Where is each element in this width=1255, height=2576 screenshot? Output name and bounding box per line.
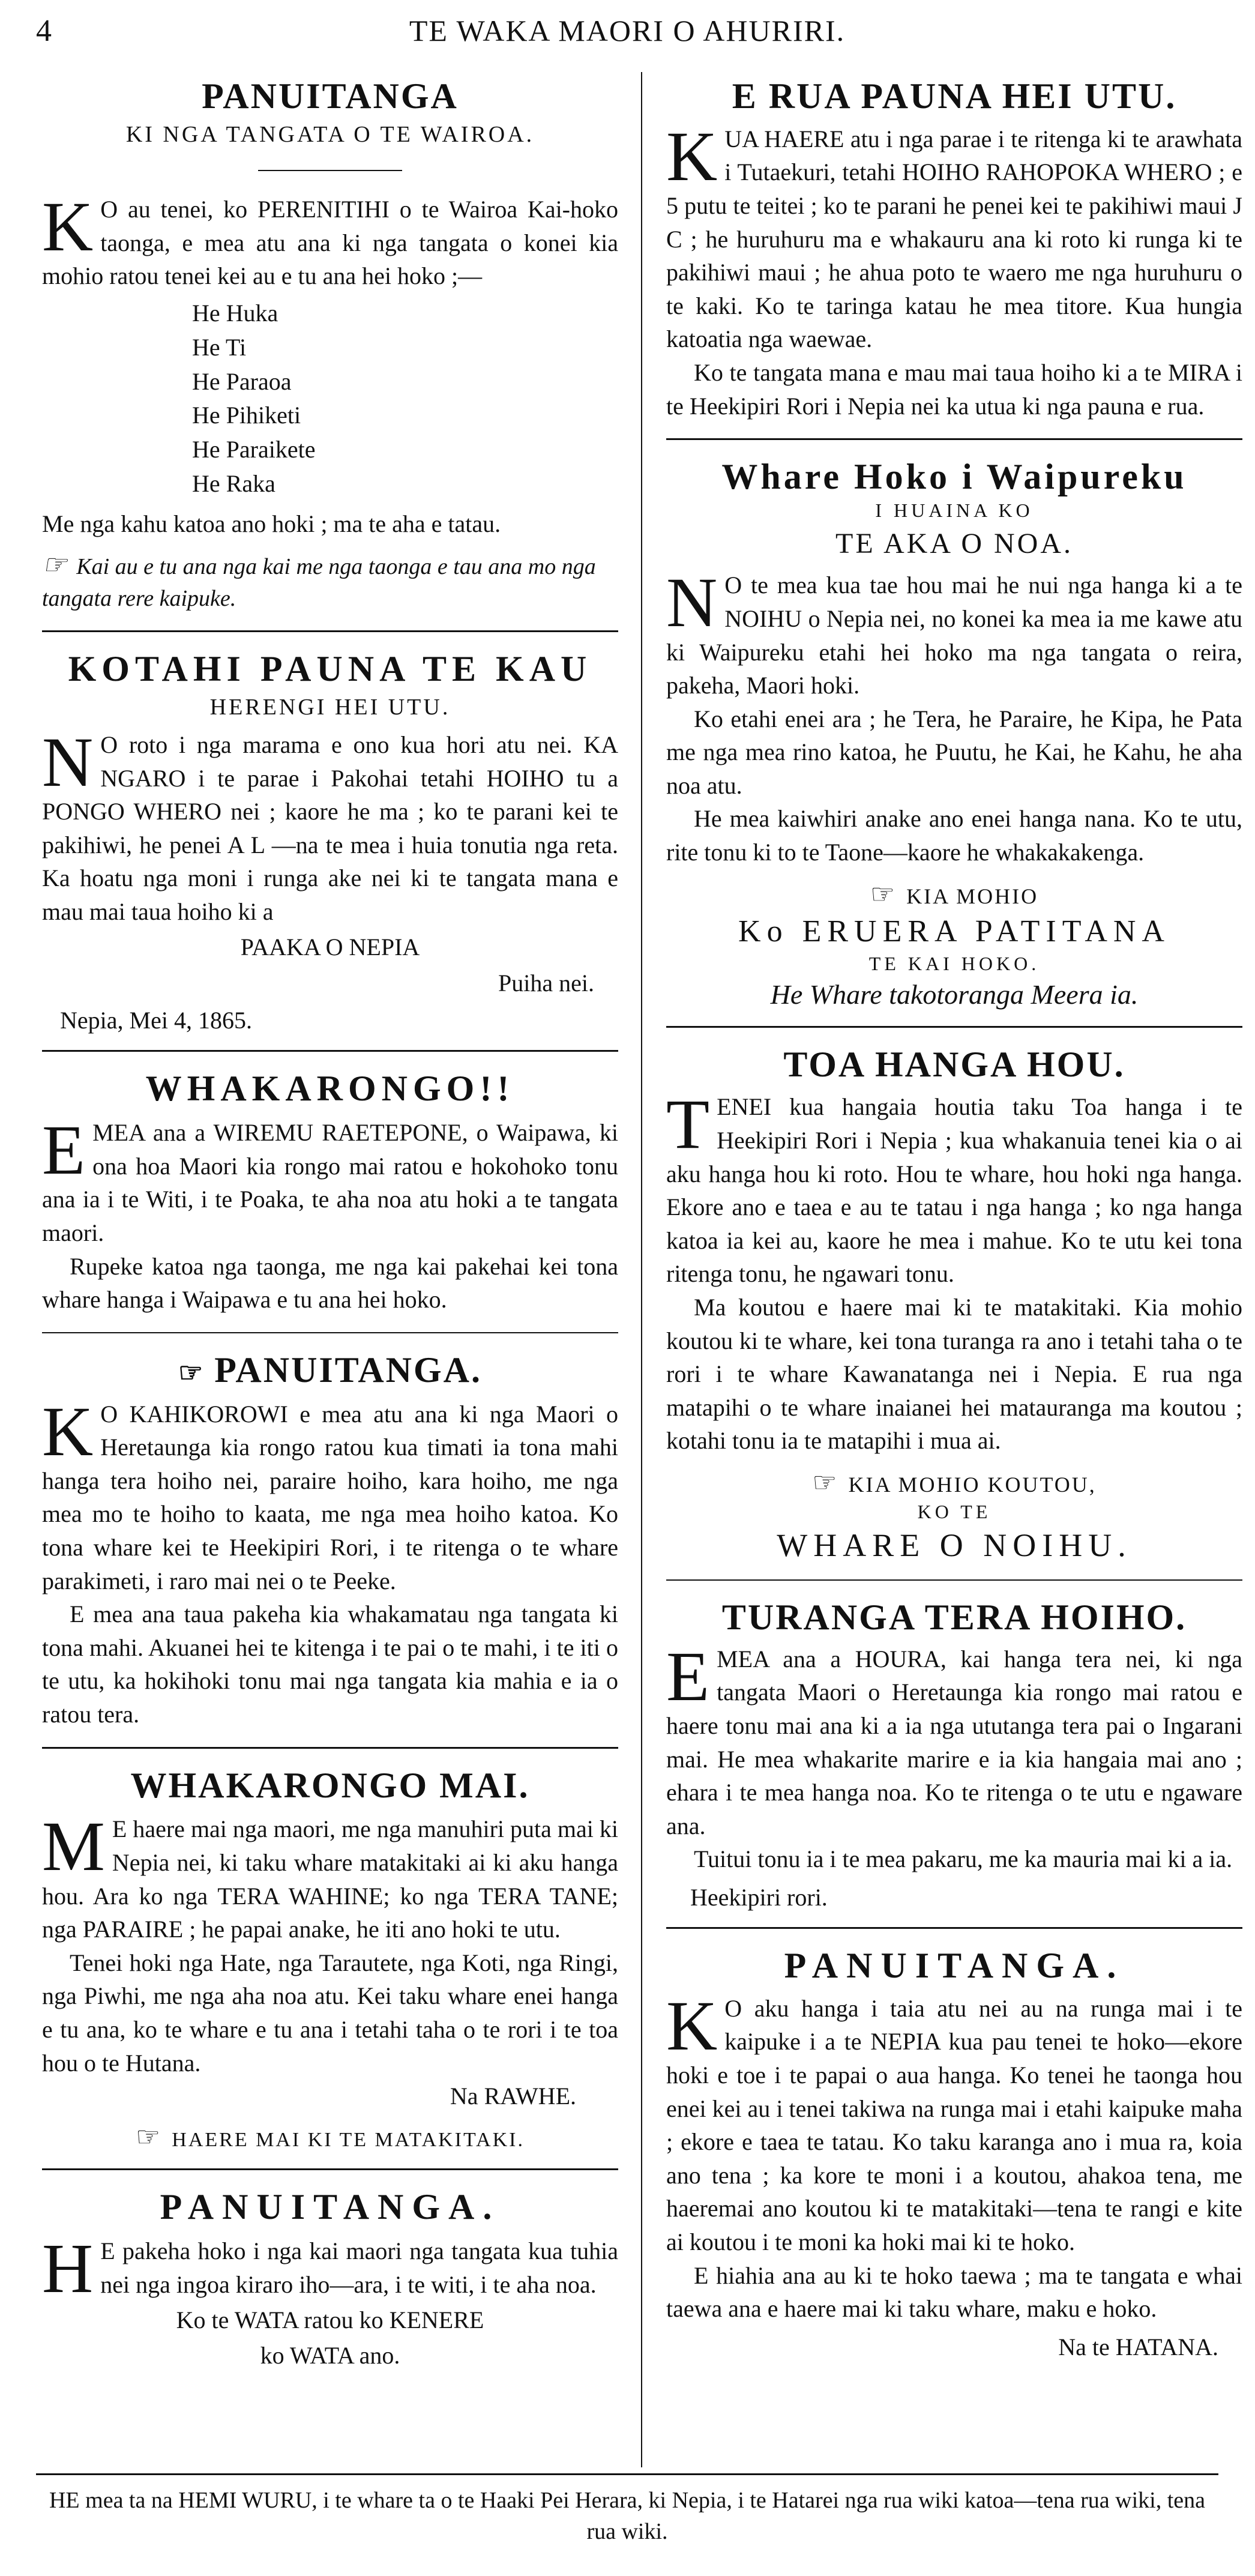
ad-text: MEA ana a HOURA, kai hanga tera nei, ki nga tangata Maori o Heretaunga kia rongo mai ratou e haere tonu mai ana ki a ia nga ututanga tera pai o Ingarani mai. He mea whakarite marire e ia kia hangaia mai ano ; ehara i te mea hanga noa. Ko te ritenga o te utu e ngaware ana. <box>666 1645 1242 1839</box>
section-rule <box>42 1050 618 1052</box>
notice-line <box>666 878 1242 910</box>
drop-cap: E <box>42 1111 86 1190</box>
ad-title: TURANGA TERA HOIHO. <box>721 1597 1187 1637</box>
ad-title: WHAKARONGO MAI. <box>130 1765 530 1805</box>
ad-text: O te mea kua tae hou mai he nui nga hanga ki a te NOIHU o Nepia nei, no konei ka mea ia me kawe atu ki Waipureku etahi hei hoko ma nga tangata o reira, pakeha, Maori hoki. <box>666 572 1242 699</box>
section-rule <box>666 438 1242 440</box>
date-line: Nepia, Mei 4, 1865. <box>60 1007 252 1034</box>
ad-body <box>666 116 1242 356</box>
ad-body <box>42 1807 618 1946</box>
drop-cap: K <box>666 116 718 196</box>
list-item: He Raka <box>192 469 275 497</box>
ad-body-2: Ko te tangata mana e mau mai taua hoiho ki a te MIRA i te Heekipiri Rori i Nepia nei ka utua ki nga pauna e rua. <box>666 358 1242 420</box>
ad-title: PANUITANGA. <box>160 2187 501 2227</box>
section-rule <box>42 1332 618 1333</box>
notice-text: KIA MOHIO KOUTOU, <box>848 1473 1097 1497</box>
ad-subtitle: KI NGA TANGATA O TE WAIROA. <box>125 121 535 147</box>
drop-cap: H <box>42 2228 94 2308</box>
ad-body-2: Rupeke katoa nga taonga, me nga kai pakehai kei tona whare hanga i Waipawa e tu ana hei hoko. <box>42 1252 618 1314</box>
address-line: Heekipiri rori. <box>690 1883 828 1911</box>
merchant-tagline: He Whare takotoranga Meera ia. <box>770 979 1139 1010</box>
right-column <box>666 75 1242 2464</box>
page-header <box>36 11 1218 53</box>
ad-body <box>42 1111 618 1249</box>
ad-text: O KAHIKOROWI e mea atu ana ki nga Maori o Heretaunga kia rongo ratou kua timati ia tona mahi hanga tera hoiho nei, paraire hoiho, kara hoiho, me nga mea mo te hoiho to kaata, me nga mea hoiho katoa. Ko tona whare kei te Heekipiri Rori, i te ritenga o te whare parakimeti, i raro mai nei o te Peeke. <box>42 1400 618 1594</box>
ad-body <box>666 1636 1242 1843</box>
signature-line-2: ko WATA ano. <box>260 2342 400 2369</box>
signature: PAAKA O NEPIA <box>240 934 420 961</box>
drop-cap: E <box>666 1636 710 1716</box>
ad-text: O au tenei, ko PERENITIHI o te Wairoa Kai-hoko taonga, e mea atu ana ki nga tangata o konei kia mohio ratou tenei kei au e tu ana hei hoko ;— <box>42 196 618 290</box>
drop-cap: M <box>42 1807 105 1886</box>
page-number: 4 <box>36 14 52 48</box>
ad-title: E RUA PAUNA HEI UTU. <box>732 76 1177 116</box>
ad-title: PANUITANGA <box>202 76 459 116</box>
list-item: He Huka <box>192 299 278 327</box>
ad-body <box>42 187 618 293</box>
ad-body-2: E mea ana taua pakeha kia whakamatau nga tangata ki tona mahi. Akuanei hei te kitenga i te pai o te mahi, i te iti o te utu, ka hokihoki tonu mai nga tangata kia mahia e ia o ratou tera. <box>42 1600 618 1728</box>
printer-imprint: HE mea ta na HEMI WURU, i te whare ta o te Haaki Pei Herara, ki Nepia, i te Hatarei nga rua wiki katoa—tena rua wiki, tena rua wiki. <box>49 2488 1205 2544</box>
section-rule <box>42 630 618 632</box>
ad-note <box>42 546 618 614</box>
ad-perenitihi <box>42 75 618 615</box>
ad-title: KOTAHI PAUNA TE KAU <box>68 648 592 689</box>
ad-footer <box>42 2120 618 2153</box>
list-item: He Ti <box>192 333 247 361</box>
merchant-role: TE KAI HOKO. <box>868 952 1040 974</box>
ad-tail: Me nga kahu katoa ano hoki ; ma te aha e tatau. <box>42 510 501 537</box>
note-text: Kai au e tu ana nga kai me nga taonga e tau ana mo nga tangata rere kaipuke. <box>42 554 596 612</box>
ad-body-2: Tuitui tonu ia i te mea pakaru, me ka mauria mai ki a ia. <box>694 1845 1233 1873</box>
ad-text: E haere mai nga maori, me nga manuhiri puta mai ki Nepia nei, ki taku whare matakitaki ai ki aku hanga hou. Ara ko nga TERA WAHINE; ko nga TERA TANE; nga PARAIRE ; he papai anake, he iti ano hoki te utu. <box>42 1815 618 1943</box>
ad-text: E pakeha hoko i nga kai maori nga tangata kua tuhia nei nga ingoa kiraro iho—ara, i te witi, i te aha noa. <box>100 2237 618 2298</box>
ad-waipureku <box>666 456 1242 1010</box>
list-item: He Paraikete <box>192 436 316 463</box>
ad-text: O roto i nga marama e ono kua hori atu nei. KA NGARO i te parae i Pakohai tetahi HOIHO tu a PONGO WHERO nei ; kaore he ma ; ko te parani kei te pakihiwi, he penei A L —na te mea i huia tonutia nga reta. Ka hoatu nga moni i runga ake nei ki te tangata mana e mau mai taua hoiho ki a <box>42 731 618 925</box>
ad-title: PANUITANGA. <box>784 1945 1125 1985</box>
section-rule <box>666 1927 1242 1929</box>
signature: Na te HATANA. <box>1058 2333 1218 2360</box>
running-title: TE WAKA MAORI O AHURIRI. <box>409 14 846 47</box>
ad-subtitle-2: TE AKA O NOA. <box>835 527 1073 560</box>
list-item: He Pihiketi <box>192 402 301 429</box>
signature-sub: Puiha nei. <box>498 970 594 997</box>
notice-sub: KO TE <box>917 1501 992 1522</box>
ad-body-2: Ma koutou e haere mai ki te matakitaki. Kia mohio koutou ki te whare, kei tona turanga ra ano i tetahi taha o te rori i te whare Kawanatanga nei i Nepia. E rua nga matapihi o te whare inaianei hei matauranga ma koutou ; kotahi tonu ia te matapihi i mua ai. <box>666 1294 1242 1455</box>
ad-text: UA HAERE atu i nga parae i te ritenga ki te arawhata i Tutaekuri, tetahi HOIHO RAHOPOKA WHERO ; e 5 putu te teitei ; ko te parani he penei kei te pakihiwi maui J C ; he huruhuru ma e whakauru ana ki roto ki runga ki te pakihiwi maui ; he ahua poto te waero me nga huruhuru o te kaki. Ko te taringa katau he mea titore. Kua hungia katoatia nga waewae. <box>666 125 1242 353</box>
footer-rule <box>36 2473 1218 2475</box>
pointing-hand-icon: ☞ <box>812 1467 839 1498</box>
drop-cap: T <box>666 1085 710 1164</box>
store-name: WHARE O NOIHU. <box>777 1527 1132 1563</box>
ad-hatana <box>666 1944 1242 2361</box>
goods-list <box>192 297 618 501</box>
title-text: PANUITANGA. <box>214 1350 482 1390</box>
pointing-hand-icon: ☞ <box>136 2122 163 2153</box>
pointing-hand-icon: ☞ <box>178 1357 205 1388</box>
divider <box>258 170 402 171</box>
ad-title: Whare Hoko i Waipureku <box>721 457 1187 497</box>
drop-cap: N <box>666 563 718 642</box>
left-column <box>42 75 618 2464</box>
section-rule <box>666 1579 1242 1581</box>
ad-body <box>42 1392 618 1598</box>
ad-whakarongo <box>42 1067 618 1316</box>
ad-body-2: Tenei hoki nga Hate, nga Tarautete, nga Koti, nga Ringi, nga Piwhi, me nga aha noa atu. Kei taku whare enei hanga e tu ana, ko te whare e tu ana i tetahi taha o te rori i te toa hou o te Hutana. <box>42 1949 618 2077</box>
pointing-hand-icon: ☞ <box>870 878 897 909</box>
column-divider <box>641 72 642 2467</box>
ad-body <box>666 1085 1242 1291</box>
section-rule <box>42 1747 618 1749</box>
ad-text: O aku hanga i taia atu nei au na runga mai i te kaipuke i a te NEPIA kua pau tenei te hoko—ekore hoki e toe i te papai o aua hanga. Ko tenei he taonga hou enei kei au i tenei takiwa na runga mai i etahi kaipuke maha ; ekore e taea te tatau. Ko taku karanga ano i mua ra, koia ano tena ; ka kore te moni i a koutou, ahakoa tena, me haeremai ano koutou ki te matakitaki—tena te rangi e kite ai koutou i te moni ka hoki mai ki te hoko. <box>666 1994 1242 2255</box>
ad-body <box>666 563 1242 702</box>
section-rule <box>666 1026 1242 1028</box>
section-rule <box>42 2168 618 2170</box>
ad-title <box>42 1349 618 1392</box>
ad-body <box>42 722 618 929</box>
list-item: He Paraoa <box>192 367 292 395</box>
ad-rawhe <box>42 1764 618 2153</box>
notice-text: KIA MOHIO <box>906 884 1039 908</box>
signature-line-1: Ko te WATA ratou ko KENERE <box>176 2306 484 2334</box>
ad-text: ENEI kua hangaia houtia taku Toa hanga i te Heekipiri Rori i Nepia ; kua whakanuia tenei kia o ai aku hanga hou ki roto. Hou te whare, hou hoki nga hanga. Ekore ano e taea e au te tatau i nga hanga ; ko nga hanga katoa ia kei au, kaore he mea i mahue. Ko te utu kei tona ritenga tonu, he ngawari tonu. <box>666 1093 1242 1288</box>
ad-body <box>666 1986 1242 2259</box>
ad-title: WHAKARONGO!! <box>145 1069 515 1109</box>
drop-cap: N <box>42 722 94 801</box>
pointing-hand-icon: ☞ <box>42 549 67 581</box>
ad-wata <box>42 2186 618 2372</box>
drop-cap: K <box>42 187 94 267</box>
ad-kahikorowi <box>42 1349 618 1731</box>
drop-cap: K <box>42 1392 94 1471</box>
ad-reward-horse <box>42 648 618 1035</box>
ad-subtitle: I HUAINA KO <box>875 499 1034 521</box>
footer-text: HAERE MAI KI TE MATAKITAKI. <box>172 2129 525 2152</box>
ad-body <box>42 2228 618 2308</box>
drop-cap: K <box>666 1986 718 2065</box>
ad-rua-pauna <box>666 75 1242 423</box>
ad-body-3: He mea kaiwhiri anake ano enei hanga nana. Ko te utu, rite tonu ki to te Taone—kaore he whakakakenga. <box>666 805 1242 866</box>
ad-subtitle: HERENGI HEI UTU. <box>209 694 451 720</box>
ad-turanga-tera <box>666 1596 1242 1911</box>
ad-body-2: Ko etahi enei ara ; he Tera, he Paraire, he Kipa, he Pata me nga mea rino katoa, he Puutu, he Kai, he Kahu, he aha noa atu. <box>666 705 1242 799</box>
signature: Na RAWHE. <box>450 2083 576 2110</box>
merchant-name: Ko ERUERA PATITANA <box>738 914 1170 949</box>
notice-line <box>666 1466 1242 1498</box>
ad-body-2: E hiahia ana au ki te hoko taewa ; ma te tangata e whai taewa ana e haere mai ki taku whare, maku e hoko. <box>666 2261 1242 2323</box>
ad-text: MEA ana a WIREMU RAETEPONE, o Waipawa, ki ona hoa Maori kia rongo mai ratou e hokohoko tonu ana ia i te Witi, i te Poaka, te aha noa atu hoki a te tangata maori. <box>42 1119 618 1247</box>
ad-toa-hanga <box>666 1043 1242 1564</box>
ad-title: TOA HANGA HOU. <box>783 1044 1125 1084</box>
